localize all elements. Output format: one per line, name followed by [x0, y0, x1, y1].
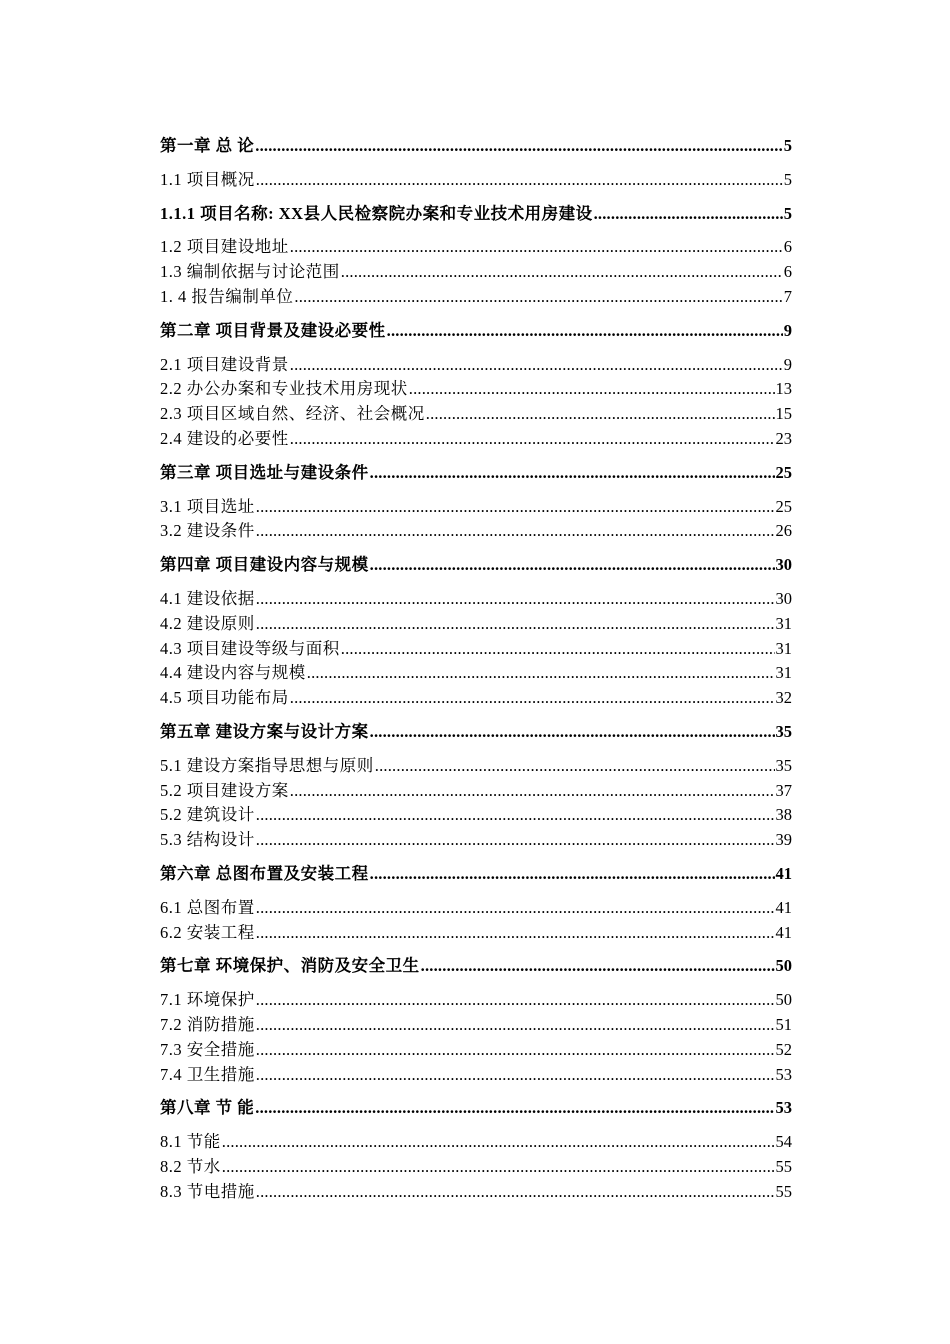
toc-dot-leader	[256, 168, 783, 193]
toc-chapter-entry[interactable]	[160, 862, 792, 887]
toc-section-entry[interactable]	[160, 260, 792, 285]
toc-entry-title: 4.4 建设内容与规模	[160, 663, 306, 683]
toc-entry-page-number: 5	[783, 136, 792, 155]
toc-dot-leader	[256, 896, 775, 921]
toc-entry-page-number: 51	[775, 1014, 792, 1034]
toc-section-entry[interactable]	[160, 828, 792, 853]
toc-entry-page-number: 35	[775, 755, 792, 775]
toc-section-entry[interactable]	[160, 988, 792, 1013]
toc-entry-page-number: 6	[783, 237, 792, 257]
toc-chapter-entry[interactable]	[160, 134, 792, 159]
toc-entry-title: 3.1 项目选址	[160, 496, 255, 516]
toc-entry-title: 6.1 总图布置	[160, 897, 255, 917]
toc-chapter-entry[interactable]	[160, 319, 792, 344]
toc-section-entry[interactable]	[160, 1130, 792, 1155]
toc-entry-page-number: 31	[775, 663, 792, 683]
toc-dot-leader	[370, 553, 775, 578]
toc-entry-page-number: 7	[783, 286, 792, 306]
toc-dot-leader	[594, 202, 783, 227]
toc-dot-leader	[290, 353, 783, 378]
toc-entry-page-number: 9	[783, 320, 792, 340]
toc-dot-leader	[256, 519, 775, 544]
toc-entry-title: 1.2 项目建设地址	[160, 237, 289, 257]
toc-section-entry[interactable]	[160, 285, 792, 310]
toc-entry-page-number: 39	[775, 830, 792, 850]
toc-section-entry[interactable]	[160, 402, 792, 427]
toc-entry-title: 7.1 环境保护	[160, 990, 255, 1010]
toc-entry-title: 2.4 建设的必要性	[160, 428, 289, 448]
toc-dot-leader	[307, 661, 775, 686]
toc-dot-leader	[370, 862, 775, 887]
toc-dot-leader	[294, 285, 782, 310]
toc-section-entry[interactable]	[160, 235, 792, 260]
toc-entry-title: 4.1 建设依据	[160, 588, 255, 608]
toc-entry-title: 7.3 安全措施	[160, 1039, 255, 1059]
toc-section-entry[interactable]	[160, 1155, 792, 1180]
toc-entry-page-number: 54	[775, 1132, 792, 1152]
toc-entry-title: 8.2 节水	[160, 1156, 221, 1176]
toc-entry-title: 第五章 建设方案与设计方案	[160, 721, 369, 741]
toc-dot-leader	[387, 319, 783, 344]
toc-dot-leader	[290, 686, 775, 711]
toc-section-entry[interactable]	[160, 896, 792, 921]
toc-entry-page-number: 23	[775, 428, 792, 448]
toc-section-entry[interactable]	[160, 921, 792, 946]
toc-dot-leader	[409, 377, 775, 402]
toc-section-entry[interactable]	[160, 587, 792, 612]
toc-section-entry[interactable]	[160, 353, 792, 378]
toc-entry-title: 2.2 办公办案和专业技术用房现状	[160, 379, 408, 399]
toc-entry-page-number: 5	[783, 203, 792, 223]
toc-section-entry[interactable]	[160, 686, 792, 711]
toc-entry-page-number: 50	[775, 990, 792, 1010]
toc-entry-title: 第一章 总 论	[160, 136, 255, 155]
toc-entry-page-number: 53	[775, 1064, 792, 1084]
toc-section-entry[interactable]	[160, 1013, 792, 1038]
toc-section-entry[interactable]	[160, 519, 792, 544]
toc-entry-title: 1.3 编制依据与讨论范围	[160, 262, 340, 282]
toc-entry-page-number: 32	[775, 688, 792, 708]
toc-entry-title: 5.3 结构设计	[160, 830, 255, 850]
toc-dot-leader	[256, 1013, 775, 1038]
toc-dot-leader	[375, 754, 775, 779]
toc-dot-leader	[256, 612, 775, 637]
toc-section-entry[interactable]	[160, 637, 792, 662]
toc-entry-title: 4.5 项目功能布局	[160, 688, 289, 708]
toc-dot-leader	[255, 1096, 774, 1121]
toc-entry-title: 8.3 节电措施	[160, 1181, 255, 1201]
toc-entry-page-number: 38	[775, 805, 792, 825]
toc-chapter-entry[interactable]	[160, 202, 792, 227]
toc-entry-title: 7.2 消防措施	[160, 1014, 255, 1034]
toc-entry-page-number: 9	[783, 354, 792, 374]
toc-dot-leader	[370, 720, 775, 745]
toc-dot-leader	[370, 461, 775, 486]
toc-section-entry[interactable]	[160, 612, 792, 637]
toc-entry-page-number: 35	[775, 721, 792, 741]
toc-section-entry[interactable]	[160, 427, 792, 452]
toc-dot-leader	[421, 954, 775, 979]
toc-dot-leader	[256, 828, 775, 853]
toc-dot-leader	[426, 402, 775, 427]
toc-chapter-entry[interactable]	[160, 954, 792, 979]
toc-chapter-entry[interactable]	[160, 461, 792, 486]
toc-entry-page-number: 41	[775, 897, 792, 917]
toc-dot-leader	[341, 637, 775, 662]
toc-section-entry[interactable]	[160, 168, 792, 193]
toc-entry-title: 2.1 项目建设背景	[160, 354, 289, 374]
toc-dot-leader	[256, 1180, 775, 1205]
toc-entry-title: 5.2 项目建设方案	[160, 780, 289, 800]
toc-dot-leader	[290, 427, 775, 452]
toc-entry-title: 第六章 总图布置及安装工程	[160, 863, 369, 883]
toc-section-entry[interactable]	[160, 1038, 792, 1063]
toc-entry-title: 2.3 项目区域自然、经济、社会概况	[160, 404, 425, 424]
toc-entry-title: 第八章 节 能	[160, 1098, 255, 1118]
toc-dot-leader	[256, 988, 775, 1013]
toc-chapter-entry[interactable]	[160, 720, 792, 745]
toc-entry-page-number: 15	[775, 404, 792, 424]
toc-entry-page-number: 26	[775, 521, 792, 541]
toc-entry-title: 4.2 建设原则	[160, 613, 255, 633]
toc-entry-title: 6.2 安装工程	[160, 922, 255, 942]
toc-section-entry[interactable]	[160, 377, 792, 402]
toc-dot-leader	[256, 921, 775, 946]
toc-entry-title: 1.1 项目概况	[160, 169, 255, 189]
toc-entry-title: 7.4 卫生措施	[160, 1064, 255, 1084]
toc-entry-title: 5.1 建设方案指导思想与原则	[160, 755, 374, 775]
toc-chapter-entry[interactable]	[160, 1096, 792, 1121]
toc-dot-leader	[256, 803, 775, 828]
toc-dot-leader	[256, 587, 775, 612]
toc-entry-title: 1. 4 报告编制单位	[160, 286, 294, 306]
toc-dot-leader	[290, 235, 783, 260]
toc-section-entry[interactable]	[160, 1063, 792, 1088]
toc-dot-leader	[341, 260, 783, 285]
toc-section-entry[interactable]	[160, 1180, 792, 1205]
toc-dot-leader	[256, 1038, 775, 1063]
toc-entry-title: 第四章 项目建设内容与规模	[160, 555, 369, 575]
toc-entry-page-number: 5	[783, 169, 792, 189]
toc-entry-title: 3.2 建设条件	[160, 521, 255, 541]
toc-section-entry[interactable]	[160, 803, 792, 828]
toc-entry-page-number: 30	[775, 555, 792, 575]
toc-dot-leader	[256, 495, 775, 520]
toc-entry-page-number: 55	[775, 1156, 792, 1176]
toc-entry-page-number: 55	[775, 1181, 792, 1201]
toc-entry-page-number: 50	[775, 956, 792, 976]
toc-dot-leader	[290, 779, 775, 804]
toc-entry-title: 第七章 环境保护、消防及安全卫生	[160, 956, 420, 976]
toc-entry-page-number: 30	[775, 588, 792, 608]
toc-entry-title: 5.2 建筑设计	[160, 805, 255, 825]
toc-entry-page-number: 41	[775, 922, 792, 942]
toc-dot-leader	[222, 1155, 775, 1180]
toc-entry-title: 第二章 项目背景及建设必要性	[160, 320, 386, 340]
toc-entry-title: 第三章 项目选址与建设条件	[160, 462, 369, 482]
toc-entry-title: 8.1 节能	[160, 1132, 221, 1152]
toc-entry-title: 4.3 项目建设等级与面积	[160, 638, 340, 658]
toc-entry-page-number: 31	[775, 613, 792, 633]
toc-section-entry[interactable]	[160, 661, 792, 686]
toc-section-entry[interactable]	[160, 495, 792, 520]
toc-section-entry[interactable]	[160, 779, 792, 804]
toc-entry-page-number: 41	[775, 863, 792, 883]
toc-entry-page-number: 25	[775, 496, 792, 516]
table-of-contents	[160, 130, 792, 1204]
toc-entry-page-number: 6	[783, 262, 792, 282]
toc-entry-page-number: 25	[775, 462, 792, 482]
toc-entry-title: 1.1.1 项目名称: XX县人民检察院办案和专业技术用房建设	[160, 203, 593, 223]
toc-entry-page-number: 52	[775, 1039, 792, 1059]
toc-entry-page-number: 37	[775, 780, 792, 800]
toc-section-entry[interactable]	[160, 754, 792, 779]
toc-entry-page-number: 13	[775, 379, 792, 399]
toc-dot-leader	[255, 134, 783, 159]
toc-chapter-entry[interactable]	[160, 553, 792, 578]
toc-dot-leader	[222, 1130, 775, 1155]
toc-entry-page-number: 53	[775, 1098, 792, 1118]
toc-entry-page-number: 31	[775, 638, 792, 658]
toc-dot-leader	[256, 1063, 775, 1088]
